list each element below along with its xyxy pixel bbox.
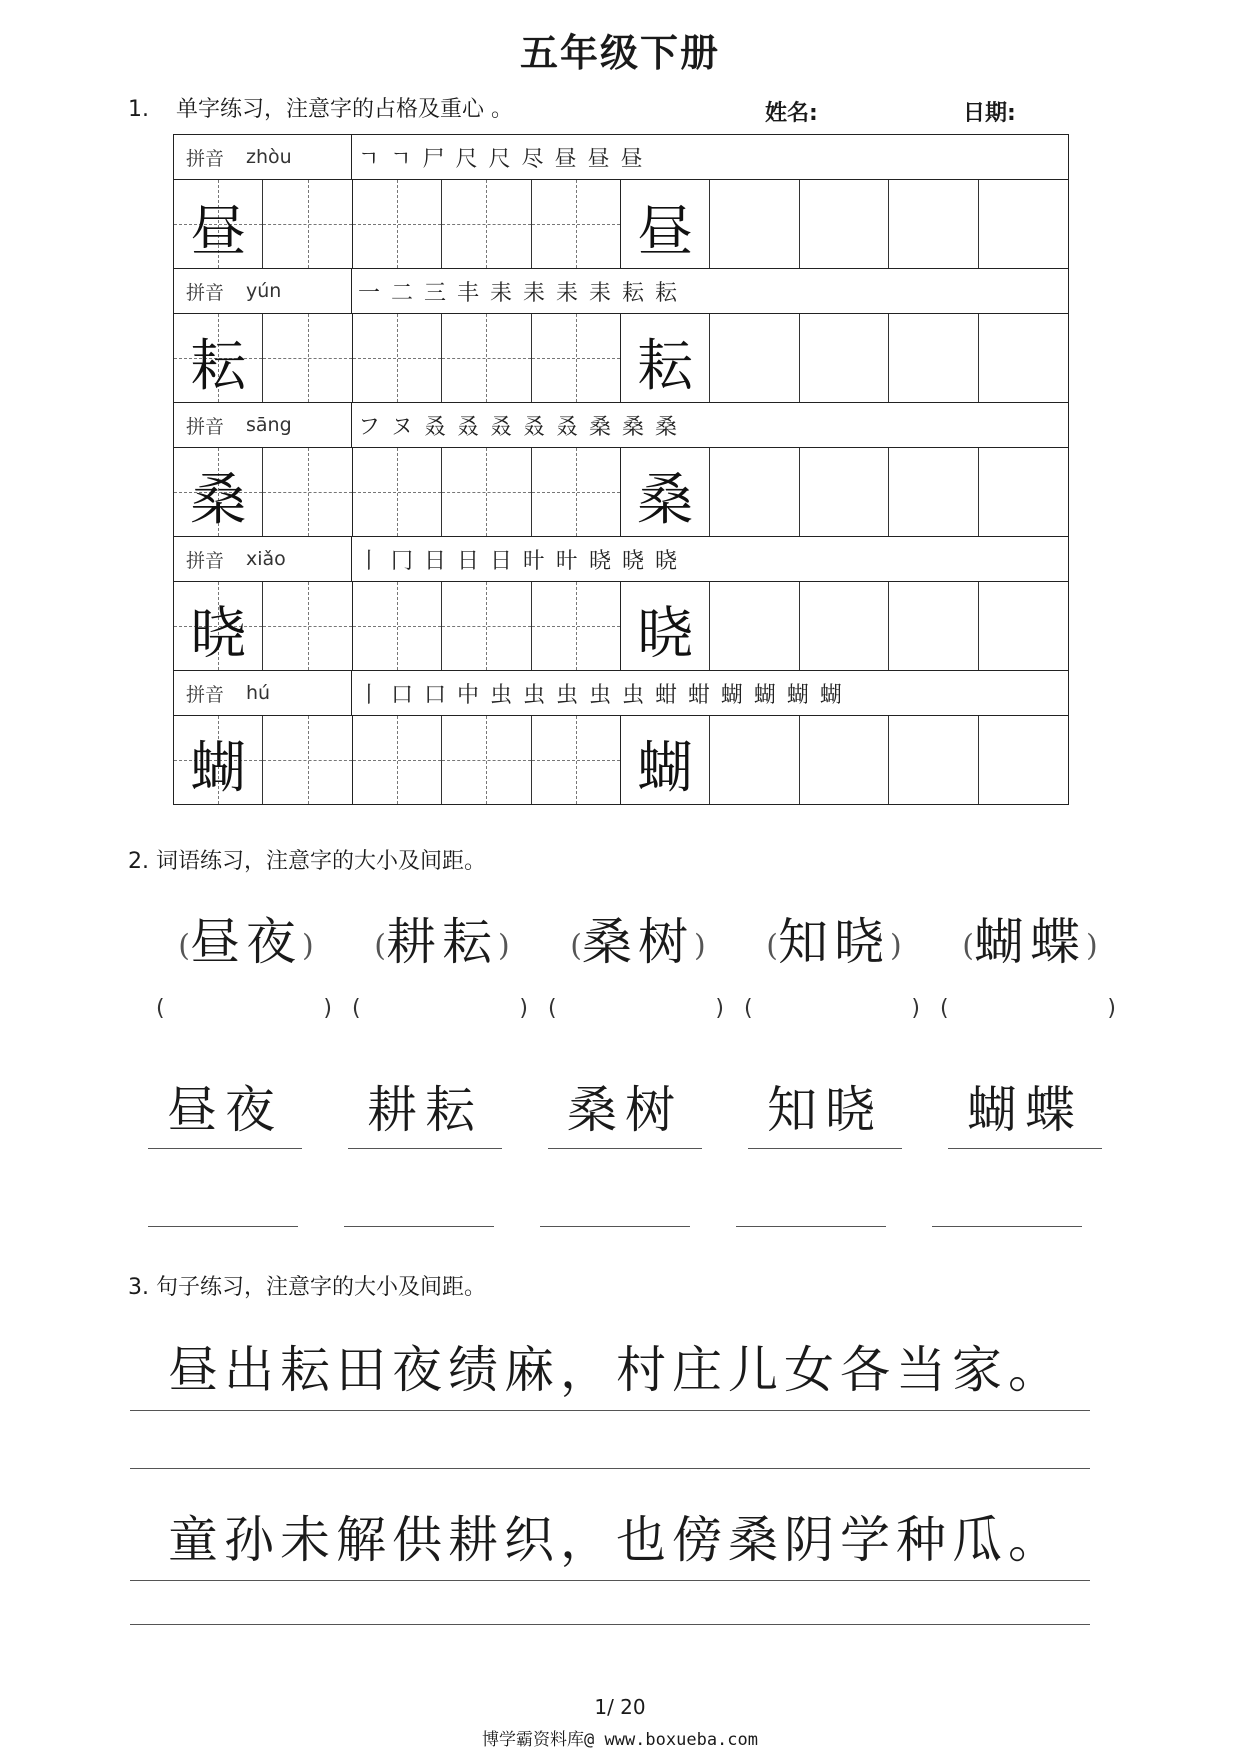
pinyin-value: yún: [246, 280, 282, 302]
writing-cell[interactable]: [800, 582, 889, 670]
footer-watermark: 博学霸资料库@ www.boxueba.com: [482, 1730, 758, 1750]
writing-box-row: [174, 715, 1068, 804]
writing-cell[interactable]: [800, 448, 889, 536]
word-text: 桑树: [582, 913, 694, 971]
writing-line[interactable]: [148, 1224, 298, 1227]
word-trace[interactable]: 蝴蝶: [948, 1070, 1102, 1149]
paren-open: (: [962, 928, 974, 964]
paren-open: (: [374, 928, 386, 964]
writing-cell[interactable]: [710, 314, 799, 402]
word-example: [344, 902, 540, 974]
pinyin-row: [174, 134, 1068, 179]
paren-open: (: [744, 996, 753, 1021]
paren-open: (: [178, 928, 190, 964]
writing-cell[interactable]: [710, 448, 799, 536]
model-character: 晓: [190, 602, 247, 667]
paren-close: ): [498, 928, 510, 964]
pinyin-row: [174, 402, 1068, 447]
pinyin-blank[interactable]: [346, 996, 542, 1021]
stroke-order: 一 二 三 丰 耒 耒 耒 耒 耘 耘: [358, 280, 679, 306]
sentence-line-2: 童孙未解供耕织，也傍桑阴学种瓜。: [130, 1500, 1090, 1581]
writing-cell[interactable]: [889, 716, 978, 804]
stroke-order: フ ヌ 叒 叒 叒 叒 叒 桑 桑 桑: [358, 414, 679, 440]
date-label: 日期:: [963, 101, 1016, 126]
word-text: 知晓: [778, 913, 890, 971]
pinyin-label: 拼音: [186, 683, 225, 706]
pinyin-label-cell: [174, 537, 352, 581]
word-example: [148, 902, 344, 974]
writing-cell[interactable]: [442, 180, 531, 268]
writing-cell[interactable]: [532, 180, 621, 268]
paren-open: (: [548, 996, 557, 1021]
writing-cell[interactable]: [800, 716, 889, 804]
pinyin-row: [174, 670, 1068, 715]
section1-number: 1.: [128, 97, 149, 122]
model-character: 桑: [190, 468, 247, 533]
word-example: [736, 902, 932, 974]
paren-open: (: [156, 996, 165, 1021]
character-practice-table: [173, 134, 1069, 805]
stroke-order: 丨 口 口 中 虫 虫 虫 虫 虫 蚶 蚶 蝴 蝴 蝴 蝴: [358, 682, 844, 708]
page-number: 1/ 20: [594, 1695, 646, 1719]
pinyin-blank[interactable]: [934, 996, 1130, 1021]
writing-cell[interactable]: [442, 716, 531, 804]
writing-cell[interactable]: [621, 582, 710, 670]
pinyin-label: 拼音: [186, 549, 225, 572]
pinyin-blank[interactable]: [738, 996, 934, 1021]
pinyin-label: 拼音: [186, 147, 225, 170]
paren-close: ): [1107, 996, 1116, 1021]
writing-cell[interactable]: [979, 716, 1068, 804]
model-character: 耘: [637, 334, 694, 399]
writing-line[interactable]: [540, 1224, 690, 1227]
paren-open: (: [352, 996, 361, 1021]
model-character: 昼: [637, 200, 694, 265]
writing-cell[interactable]: [174, 716, 263, 804]
model-character: 桑: [637, 468, 694, 533]
word-trace-row: [148, 1070, 1128, 1149]
word-trace-slot: [548, 1070, 748, 1149]
model-character: 蝴: [190, 736, 247, 801]
word-pinyin-blanks: [150, 996, 1130, 1021]
pinyin-label: 拼音: [186, 415, 225, 438]
writing-cell[interactable]: [532, 314, 621, 402]
pinyin-value: xiǎo: [246, 548, 286, 570]
paren-open: (: [766, 928, 778, 964]
writing-cell[interactable]: [800, 314, 889, 402]
word-trace[interactable]: 知晓: [748, 1070, 902, 1149]
pinyin-row: [174, 536, 1068, 581]
writing-cell[interactable]: [621, 448, 710, 536]
word-text: 昼夜: [190, 913, 302, 971]
writing-cell[interactable]: [263, 582, 352, 670]
writing-box-row: [174, 313, 1068, 402]
paren-close: ): [323, 996, 332, 1021]
writing-cell[interactable]: [532, 582, 621, 670]
paren-close: ): [694, 928, 706, 964]
pinyin-label-cell: [174, 671, 352, 715]
page-title: 五年级下册: [519, 31, 720, 75]
name-label: 姓名:: [765, 101, 818, 126]
writing-cell[interactable]: [174, 180, 263, 268]
writing-cell[interactable]: [174, 582, 263, 670]
word-trace-slot: [148, 1070, 348, 1149]
paren-close: ): [1086, 928, 1098, 964]
sentence-line-1: 昼出耘田夜绩麻，村庄儿女各当家。: [130, 1330, 1090, 1411]
writing-cell[interactable]: [889, 314, 978, 402]
writing-cell[interactable]: [353, 448, 442, 536]
writing-cell[interactable]: [979, 448, 1068, 536]
writing-cell[interactable]: [621, 314, 710, 402]
writing-line[interactable]: [344, 1224, 494, 1227]
writing-cell[interactable]: [442, 582, 531, 670]
pinyin-label: 拼音: [186, 281, 225, 304]
pinyin-row: [174, 268, 1068, 313]
writing-cell[interactable]: [621, 716, 710, 804]
writing-cell[interactable]: [710, 180, 799, 268]
writing-box-row: [174, 581, 1068, 670]
writing-cell[interactable]: [263, 448, 352, 536]
pinyin-value: zhòu: [246, 146, 292, 168]
stroke-order: ㄱ ㄱ 尸 尺 尺 尽 昼 昼 昼: [358, 146, 645, 172]
word-text: 耕耘: [386, 913, 498, 971]
writing-cell[interactable]: [263, 180, 352, 268]
writing-cell[interactable]: [263, 716, 352, 804]
paren-close: ): [890, 928, 902, 964]
model-character: 蝴: [637, 736, 694, 801]
writing-cell[interactable]: [979, 180, 1068, 268]
paren-close: ): [302, 928, 314, 964]
paren-close: ): [911, 996, 920, 1021]
writing-cell[interactable]: [710, 716, 799, 804]
paren-close: ): [715, 996, 724, 1021]
writing-cell[interactable]: [174, 314, 263, 402]
model-character: 晓: [637, 602, 694, 667]
pinyin-label-cell: [174, 269, 352, 313]
word-examples-row: [148, 902, 1128, 974]
writing-cell[interactable]: [710, 582, 799, 670]
paren-open: (: [940, 996, 949, 1021]
word-example: [932, 902, 1128, 974]
writing-cell[interactable]: [979, 582, 1068, 670]
pinyin-blank[interactable]: [542, 996, 738, 1021]
pinyin-value: sāng: [246, 414, 292, 436]
paren-open: (: [570, 928, 582, 964]
pinyin-label-cell: [174, 135, 352, 179]
model-character: 昼: [190, 200, 247, 265]
writing-cell[interactable]: [889, 448, 978, 536]
section1-heading: [128, 92, 513, 123]
word-text: 蝴蝶: [974, 913, 1086, 971]
writing-cell[interactable]: [353, 180, 442, 268]
writing-cell[interactable]: [979, 314, 1068, 402]
word-empty-lines: [148, 1224, 1128, 1227]
writing-cell[interactable]: [353, 314, 442, 402]
word-trace-slot: [348, 1070, 548, 1149]
section1-heading-text: 单字练习，注意字的占格及重心 。: [176, 97, 513, 122]
writing-box-row: [174, 179, 1068, 268]
writing-cell[interactable]: [442, 448, 531, 536]
word-trace-slot: [948, 1070, 1148, 1149]
writing-cell[interactable]: [353, 582, 442, 670]
writing-cell[interactable]: [889, 180, 978, 268]
writing-line[interactable]: [736, 1224, 886, 1227]
writing-box-row: [174, 447, 1068, 536]
writing-cell[interactable]: [174, 448, 263, 536]
model-character: 耘: [190, 334, 247, 399]
sentence-blank-line-2[interactable]: [130, 1624, 1090, 1625]
word-trace[interactable]: 耕耘: [348, 1070, 502, 1149]
section3-heading: 3. 句子练习，注意字的大小及间距。: [128, 1275, 486, 1300]
writing-line[interactable]: [932, 1224, 1082, 1227]
writing-cell[interactable]: [263, 314, 352, 402]
section2-heading: 2. 词语练习，注意字的大小及间距。: [128, 849, 486, 874]
word-trace-slot: [748, 1070, 948, 1149]
pinyin-label-cell: [174, 403, 352, 447]
pinyin-blank[interactable]: [150, 996, 346, 1021]
writing-cell[interactable]: [889, 582, 978, 670]
writing-cell[interactable]: [800, 180, 889, 268]
writing-cell[interactable]: [532, 716, 621, 804]
paren-close: ): [519, 996, 528, 1021]
pinyin-value: hú: [246, 682, 271, 704]
writing-cell[interactable]: [442, 314, 531, 402]
writing-cell[interactable]: [621, 180, 710, 268]
writing-cell[interactable]: [353, 716, 442, 804]
writing-cell[interactable]: [532, 448, 621, 536]
stroke-order: 丨 冂 日 日 日 旪 旪 晓 晓 晓: [358, 548, 679, 574]
sentence-blank-line-1[interactable]: [130, 1468, 1090, 1469]
word-example: [540, 902, 736, 974]
word-trace[interactable]: 桑树: [548, 1070, 702, 1149]
word-trace[interactable]: 昼夜: [148, 1070, 302, 1149]
